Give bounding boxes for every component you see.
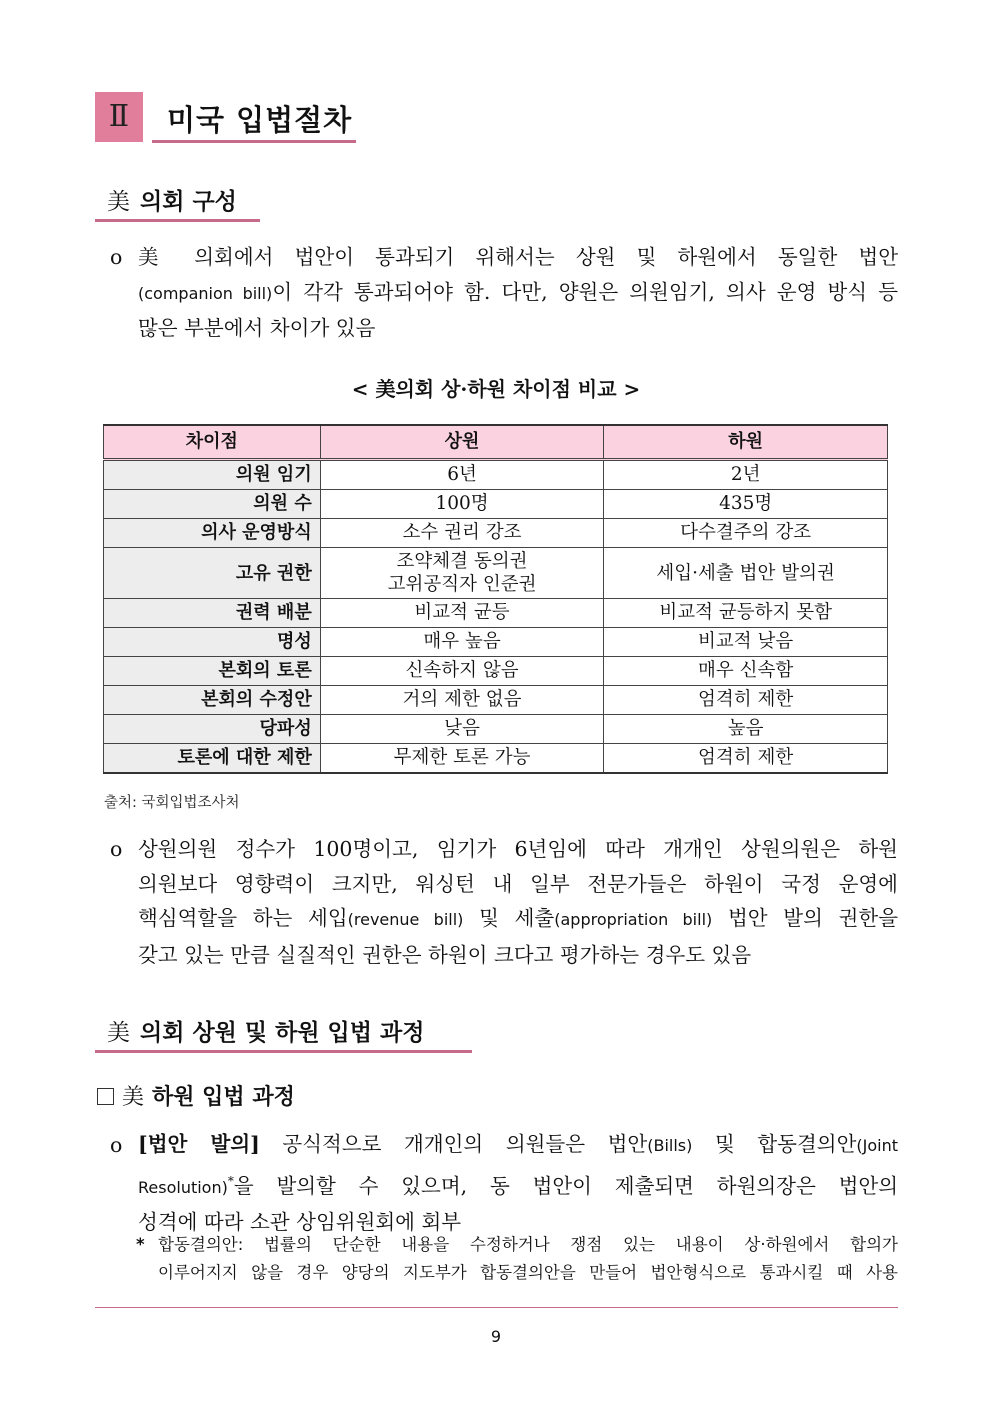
checkbox-square-icon — [97, 1088, 114, 1105]
section-marker: 美 — [107, 189, 130, 215]
section-underline — [95, 1050, 472, 1053]
table-row — [104, 599, 888, 628]
row-key: 권력 배분 — [104, 599, 321, 628]
senate-value: 100명 — [320, 490, 604, 519]
house-value: 세입·세출 법안 발의권 — [604, 548, 888, 599]
row-key: 본회의 수정안 — [104, 686, 321, 715]
paragraph-bullet: o — [110, 837, 123, 861]
table-row — [104, 519, 888, 548]
senate-value-line: 조약체결 동의권 — [396, 551, 528, 572]
senate-value: 매우 높음 — [320, 628, 604, 657]
paragraph-senate-influence: 상원의원 정수가 100명이고, 임기가 6년임에 따라 개개인 상원의원은 하원 의원보다 영향력이 크지만, 워싱턴 내 일부 전문가들은 하원이 국정 운영에 핵심역할을 하는 세입(revenue bill) 및 세출(appropriation bill) 법안 발의 권한을 갖고 있는 만큼 실질적인 권한은 하원이 크다고 평가하는 경우도 있음 — [138, 837, 899, 967]
senate-value: 거의 제한 없음 — [320, 686, 604, 715]
chapter-number-box: Ⅱ — [95, 92, 143, 142]
senate-value — [320, 548, 604, 599]
table-row — [104, 744, 888, 774]
footnote-text: 합동결의안: 법률의 단순한 내용을 수정하거나 쟁점 있는 내용이 상·하원에서 합의가 이루어지지 않을 경우 양당의 지도부가 합동결의안을 만들어 법안형식으로 통과시킬 때 사용 — [158, 1235, 898, 1282]
senate-value: 소수 권리 강조 — [320, 519, 604, 548]
comparison-table — [103, 424, 888, 774]
row-key: 명성 — [104, 628, 321, 657]
table-caption: < 美의회 상·하원 차이점 비교 > — [351, 377, 641, 401]
table-header-cell: 차이점 — [104, 425, 321, 460]
section-heading-legislative-process — [107, 1014, 424, 1047]
table-header-cell: 하원 — [604, 425, 888, 460]
section-title: 의회 상원 및 하원 입법 과정 — [140, 1020, 425, 1046]
senate-value: 비교적 균등 — [320, 599, 604, 628]
senate-value: 낮음 — [320, 715, 604, 744]
house-value: 435명 — [604, 490, 888, 519]
footnote-star: * — [136, 1235, 145, 1254]
paragraph-bullet: o — [110, 1133, 123, 1157]
house-value: 비교적 낮음 — [604, 628, 888, 657]
table-row — [104, 628, 888, 657]
subsection-marker: 美 — [122, 1085, 145, 1110]
subsection-heading-house — [97, 1080, 295, 1111]
table-source: 출처: 국회입법조사처 — [104, 795, 240, 811]
table-row — [104, 715, 888, 744]
table-header-cell: 상원 — [320, 425, 604, 460]
row-key: 당파성 — [104, 715, 321, 744]
table-row — [104, 460, 888, 490]
senate-value: 6년 — [320, 460, 604, 490]
house-value: 비교적 균등하지 못함 — [604, 599, 888, 628]
senate-value: 신속하지 않음 — [320, 657, 604, 686]
senate-value-line: 고위공직자 인준권 — [387, 574, 537, 595]
senate-value: 무제한 토론 가능 — [320, 744, 604, 774]
paragraph-bullet: o — [110, 245, 123, 269]
table-header-row — [104, 425, 888, 460]
house-value: 2년 — [604, 460, 888, 490]
row-key: 토론에 대한 제한 — [104, 744, 321, 774]
table-row — [104, 686, 888, 715]
house-value: 엄격히 제한 — [604, 744, 888, 774]
house-value: 엄격히 제한 — [604, 686, 888, 715]
row-key: 본회의 토론 — [104, 657, 321, 686]
table-row — [104, 548, 888, 599]
house-value: 매우 신속함 — [604, 657, 888, 686]
section-title: 의회 구성 — [140, 189, 237, 215]
row-key: 고유 권한 — [104, 548, 321, 599]
section-heading-council — [107, 183, 237, 216]
house-value: 다수결주의 강조 — [604, 519, 888, 548]
chapter-title: 미국 입법절차 — [167, 103, 353, 137]
section-underline — [95, 219, 260, 222]
subsection-title: 하원 입법 과정 — [152, 1085, 295, 1110]
page-number: 9 — [490, 1327, 502, 1346]
footer-divider — [95, 1307, 898, 1308]
row-key: 의사 운영방식 — [104, 519, 321, 548]
table-row — [104, 490, 888, 519]
chapter-underline — [152, 140, 356, 143]
row-key: 의원 임기 — [104, 460, 321, 490]
house-value: 높음 — [604, 715, 888, 744]
section-marker: 美 — [107, 1020, 130, 1046]
paragraph-bill-introduction: [법안 발의] 공식적으로 개개인의 의원들은 법안(Bills) 및 합동결의안(Joint Resolution)*을 발의할 수 있으며, 동 법안이 제출되면 하원의장은 법안의 성격에 따라 소관 상임위원회에 회부 — [138, 1132, 898, 1234]
row-key: 의원 수 — [104, 490, 321, 519]
table-row — [104, 657, 888, 686]
paragraph-council-intro: 美 의회에서 법안이 통과되기 위해서는 상원 및 하원에서 동일한 법안 (companion bill)이 각각 통과되어야 함. 다만, 양원은 의원임기, 의사 운영 방식 등 많은 부분에서 차이가 있음 — [138, 245, 898, 340]
